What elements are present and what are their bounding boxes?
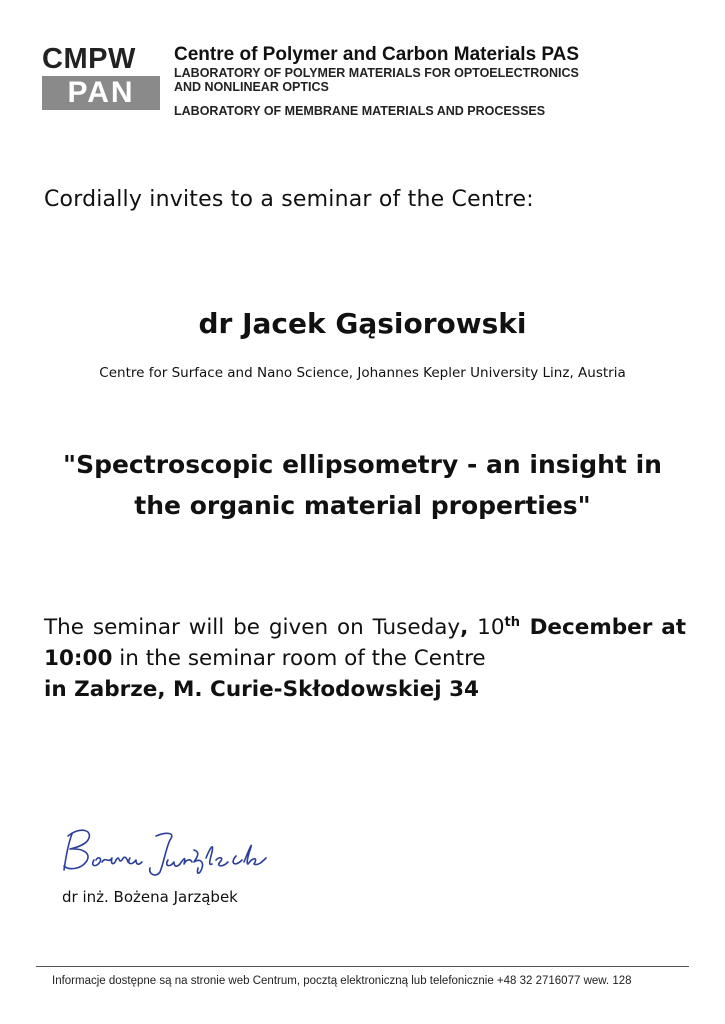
seminar-title-line1: "Spectroscopic ellipsometry - an insight in <box>63 450 662 479</box>
details-time: at 10:00 <box>44 615 686 671</box>
lab-optoelectronics-line1: LABORATORY OF POLYMER MATERIALS FOR OPTOELECTRONICS <box>174 66 579 80</box>
details-day: 10 <box>468 615 505 640</box>
footer-divider <box>36 966 689 967</box>
seminar-details <box>44 612 686 705</box>
details-intro: The seminar will be given on Tuseday <box>44 615 461 640</box>
details-month: December <box>520 615 653 640</box>
seminar-title <box>40 444 685 526</box>
cmpw-pan-logo <box>42 44 160 110</box>
invitation-line: Cordially invites to a seminar of the Centre: <box>44 187 534 212</box>
details-comma: , <box>460 615 469 640</box>
letterhead <box>174 44 579 118</box>
footer-contact-info: Informacje dostępne są na stronie web Centrum, pocztą elektroniczną lub telefonicznie +48 32 2716077 wew. 128 <box>52 975 632 987</box>
lab-optoelectronics-line2: AND NONLINEAR OPTICS <box>174 80 329 94</box>
logo-bottom-text: PAN <box>42 76 160 110</box>
details-room: in the seminar room of the Centre <box>112 646 486 671</box>
details-address: in Zabrze, M. Curie-Skłodowskiej 34 <box>44 677 479 702</box>
handwritten-signature <box>58 822 273 882</box>
details-day-suffix: th <box>504 614 521 630</box>
logo-top-text: CMPW <box>42 43 136 75</box>
organization-name: Centre of Polymer and Carbon Materials PAS <box>174 44 580 65</box>
lab-membrane: LABORATORY OF MEMBRANE MATERIALS AND PROCESSES <box>174 104 546 118</box>
seminar-title-line2: the organic material properties" <box>134 491 591 520</box>
speaker-affiliation: Centre for Surface and Nano Science, Johannes Kepler University Linz, Austria <box>99 365 626 381</box>
signer-name: dr inż. Bożena Jarząbek <box>62 888 238 906</box>
speaker-name: dr Jacek Gąsiorowski <box>198 307 527 340</box>
